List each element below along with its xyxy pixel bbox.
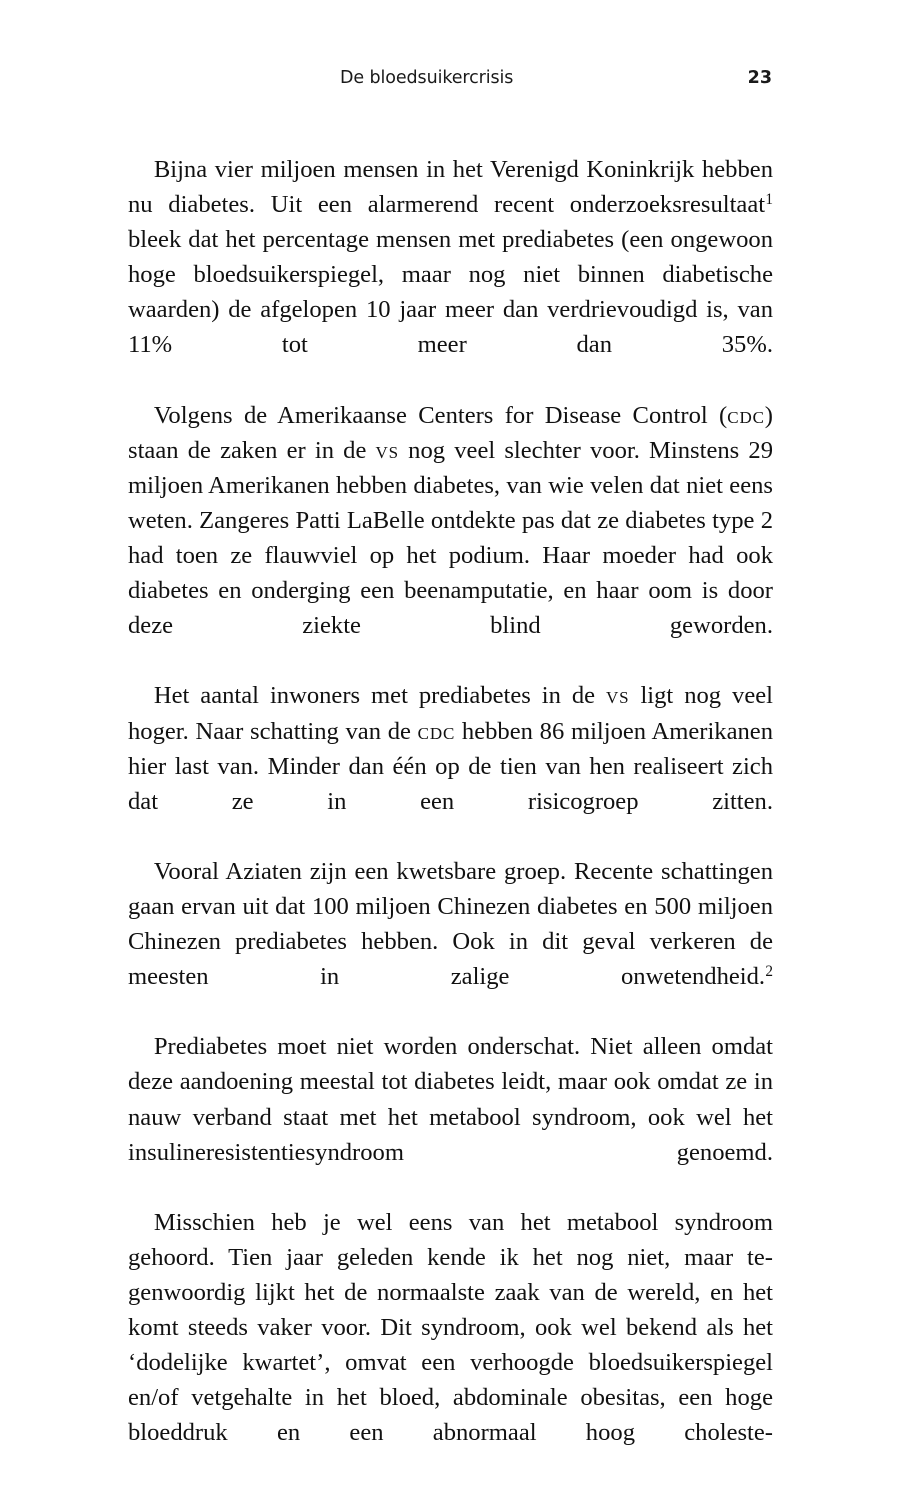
acronym-small-caps: vs: [375, 436, 400, 464]
body-paragraph: Vooral Aziaten zijn een kwetsbare groep. Recente schattingen gaan ervan uit dat 100 miljoen Chinezen diabetes en 500 miljoen Chinezen prediabetes hebben. Ook in dit geval verkeren de meesten in zalige onwetendheid.$^2$: [128, 857, 773, 991]
page-number: 23: [747, 68, 772, 88]
acronym-small-caps: cdc: [727, 401, 765, 429]
chapter-title: De bloedsuikercrisis: [340, 68, 514, 88]
body-text-column: [128, 152, 773, 1486]
body-paragraph: Misschien heb je wel eens van het metabool syndroom gehoord. Tien jaar geleden kende ik het nog niet, maar tegenwoordig lijkt het de normaalste zaak van de wereld, en het komt steeds vaker voor. Dit syndroom, ook wel bekend als het ‘dodelijke kwartet’, omvat een verhoogde bloedsuikerspiegel en/of vetgehalte in het bloed, abdominale obesitas, een hoge bloeddruk en een abnormaal hoog choleste-: [128, 1208, 773, 1447]
acronym-small-caps: vs: [606, 682, 630, 710]
body-paragraph: Prediabetes moet niet worden onderschat. Niet alleen omdat deze aandoening meestal tot diabetes leidt, maar ook omdat ze in nauw verband staat met het metabool syndroom, ook wel het insulineresistentiesyndroom genoemd.: [128, 1033, 773, 1166]
acronym-small-caps: cdc: [417, 717, 456, 745]
footnote-marker: 2: [765, 963, 773, 981]
body-paragraph: Volgens de Amerikaanse Centers for Disease Control (cdc) staan de zaken er in de vs nog veel slechter voor. Minstens 29 miljoen Amerikanen hebben diabetes, van wie velen dat niet eens weten. Zangeres Patti LaBelle ontdekte pas dat ze diabetes type 2 had toen ze flauwviel op het podium. Haar moeder had ook diabetes en onderging een beenamputatie, en haar oom is door deze ziekte blind geworden.: [128, 401, 773, 640]
body-paragraph: Bijna vier miljoen mensen in het Verenigd Koninkrijk hebben nu diabetes. Uit een alarmerend recent onderzoeksresultaat$^1$ bleek dat het percentage mensen met prediabetes (een ongewoon hoge bloedsuikerspiegel, maar nog niet binnen diabetische waarden) de afgelopen 10 jaar meer dan verdrievoudigd is, van 11% tot meer dan 35%.: [128, 156, 773, 359]
footnote-marker: 1: [765, 191, 773, 209]
running-header: [128, 68, 772, 94]
body-paragraph: Het aantal inwoners met prediabetes in de vs ligt nog veel hoger. Naar schatting van de cdc hebben 86 miljoen Amerikanen hier last van. Minder dan één op de tien van hen realiseert zich dat ze in een risicogroep zitten.: [128, 682, 774, 815]
